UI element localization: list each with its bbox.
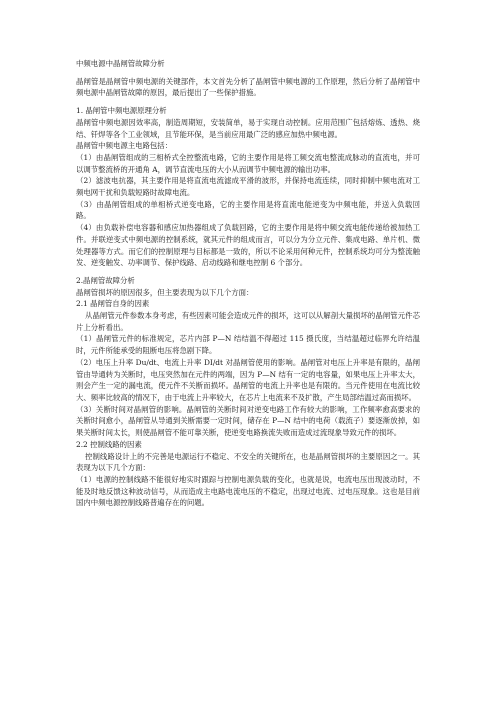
list-item: （2）滤波电抗器，其主要作用是将直流电流滤成平滑的波形，并保持电流连续，同时抑制中频电流对工频电网干扰和负载短路时故障电流。 [76,176,420,198]
list-item: （3）关断时间对晶闸管的影响。晶闸管的关断时间对逆变电路工作有较大的影响，工作频率愈高要求的关断时间愈小，晶闸管从导通到关断需要一定时间，储存在 P—N 结中的电荷（载流子）要逐渐放掉，如果关断时间太长，则使晶闸管不能可靠关断，使逆变电路换流失败而造成过流现象导致元件的损坏。 [76,404,420,438]
list-item: （1）由晶闸管组成的三相桥式全控整流电路，它的主要作用是将工频交流电整流成脉动的直流电，并可以调节整流桥的开通角 A，调节直流电压的大小从而调节中频电源的输出功率。 [76,152,420,174]
list-item: （2）电压上升率 Du/dt、电流上升率 DI/dt 对晶闸管使用的影响。晶闸管对电压上升率是有限的，晶闸管由导通转为关断时，电压突然加在元件的两端，因为 P—N 结有一定的电容量，如果电压上升率太大，则会产生一定的漏电流，使元件不关断而损坏。晶闸管的电流上升率也是有限的。当元件使用在电流比较大、频率比较高的情况下，由于电流上升率较大，在芯片上电流来不及扩散，产生局部结温过高而损坏。 [76,357,420,402]
list-item: （1）晶闸管元件的标准规定，芯片内部 P—N 结结温不得超过 115 摄氏度，当结温超过临界允许结温时，元件所能承受的阻断电压将急剧下降。 [76,334,420,356]
subsection-heading: 2.2 控制线路的因素 [76,439,142,449]
list-item: （1）电源的控制线路不能很好地实时跟踪与控制电源负载的变化，也就是说，电流电压出现波动时，不能及时地反馈这种波动信号，从而造成主电路电流电压的不稳定，出现过电流、过电压现象。这也是目前国内中频电源控制线路普遍存在的问题。 [76,474,420,508]
section-1-heading: 1. 晶闸管中频电源原理分析 [76,106,167,116]
intro-paragraph: 晶闸管是晶闸管中频电源的关键部件，本文首先分析了晶闸管中频电源的工作原理，然后分析了晶闸管中频电源中晶闸管故障的原因，最后提出了一些保护措施。 [76,76,420,98]
list-item: （3）由晶闸管组成的单相桥式逆变电路，它的主要作用是将直流电能逆变为中频电能，并送入负载回路。 [76,199,420,221]
paragraph: 晶闸管中频电源因效率高，制造周期短，安装简单，易于实现自动控制。应用范围广包括熔炼、透热、烧结、钎焊等各个工业领域，且节能环保，是当前应用最广泛的感应加热中频电源。 [76,117,420,139]
section-2-heading: 2.晶闸管故障分析 [76,275,135,285]
document-title: 中频电源中晶闸管故障分析 [76,59,165,68]
paragraph: 晶闸管损坏的原因很多，但主要表现为以下几个方面： [76,287,254,297]
paragraph: 晶闸管中频电源主电路包括： [76,141,173,151]
paragraph: 从晶闸管元件参数本身考虑，有些因素可能会造成元件的损坏，这可以从解剖大量损坏的晶闸管元件芯片上分析看出。 [76,311,420,332]
paragraph: 控制线路设计上的不完善是电源运行不稳定、不安全的关键所在，也是晶闸管损坏的主要原因之一。其表现为以下几个方面： [76,451,420,473]
document-body [76,58,420,509]
list-item: （4）由负载补偿电容器和感应加热器组成了负载回路，它的主要作用是将中频交流电能传递给被加热工件。并联逆变式中频电源的控制系统，就其元件的组成而言，可以分为分立元件、集成电路、单片机、微处理器等方式。而它们的控制原理与目标都是一致的，所以不论采用何种元件，控制系统均可分为整流触发、逆变触发、功率调节、保护线路、启动线路和继电控制 6 个部分。 [76,223,420,268]
subsection-heading: 2.1 晶闸管自身的因素 [76,299,150,309]
